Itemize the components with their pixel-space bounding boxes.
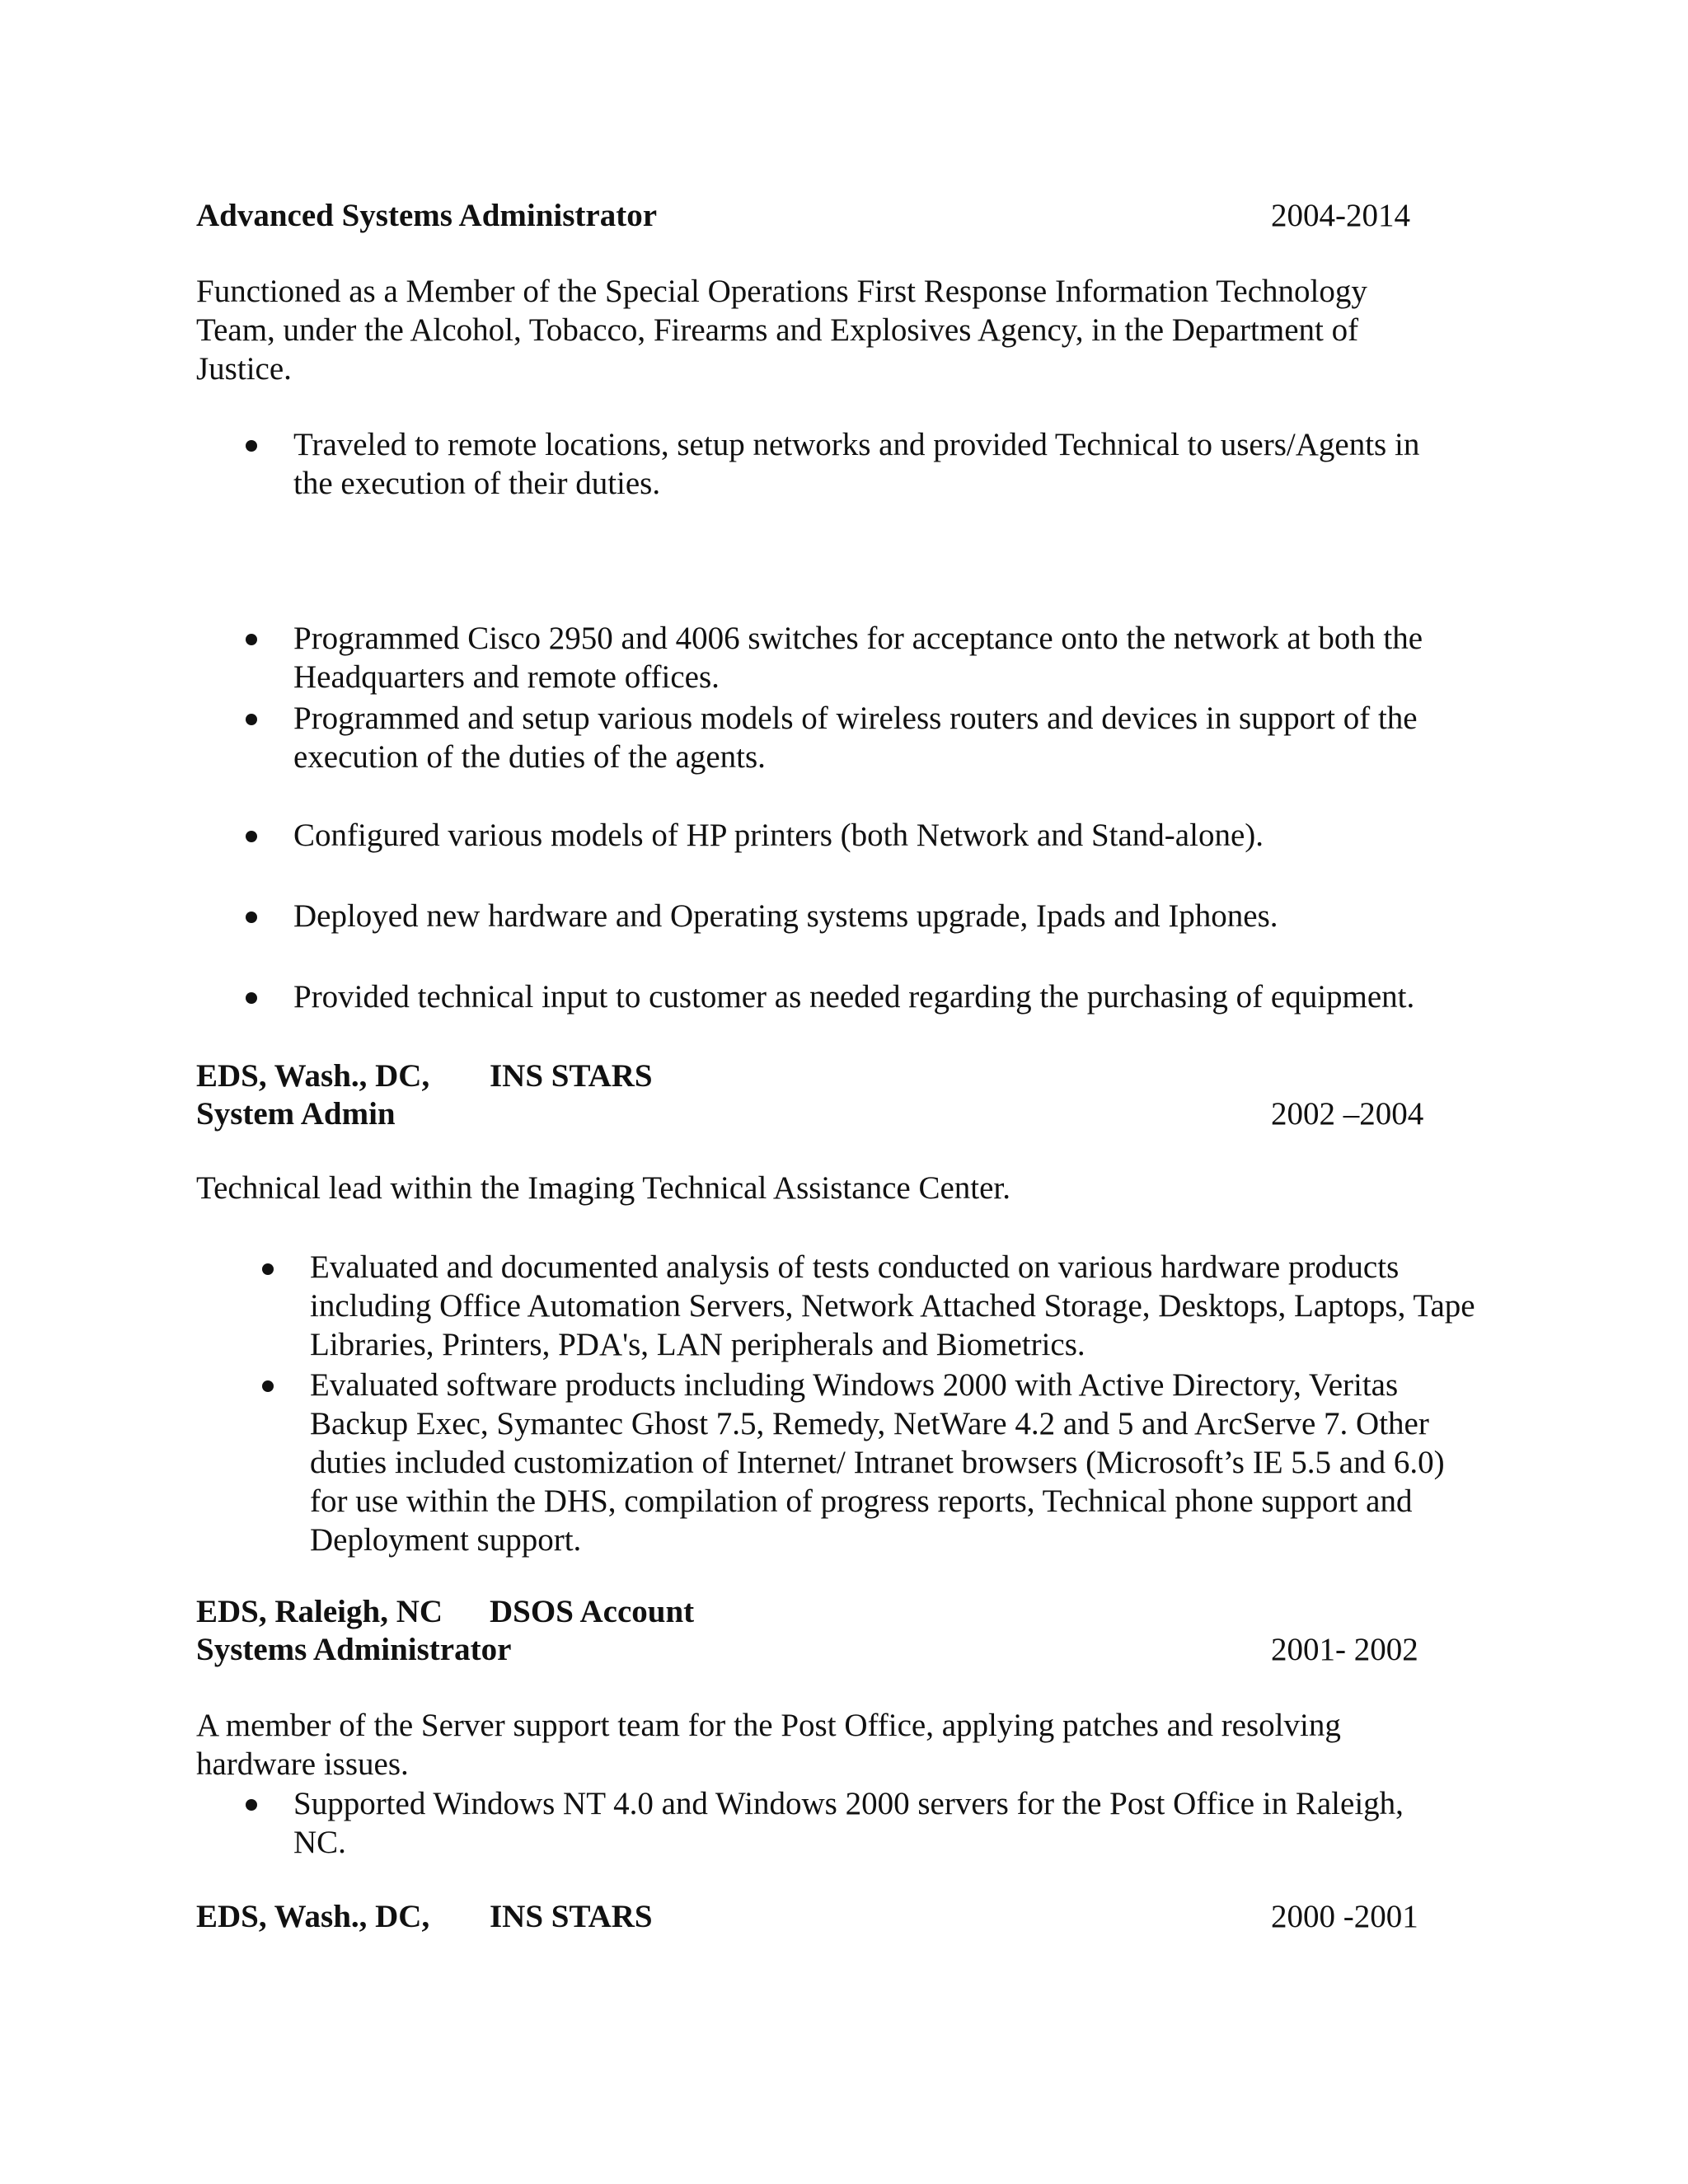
bullet-icon <box>246 1799 257 1811</box>
list-item: Evaluated software products including Windows 2000 with Active Directory, Veritas Backup Exec, Symantec Ghost 7.5, Remedy, NetWare 4.2 and 5 and ArcServe 7. Other duties included customization of Internet/ Intranet browsers (Microsoft’s IE 5.5 and 6.0) for use within the DHS, compilation of progress reports, Technical phone support and Deployment support. <box>310 1367 1445 1558</box>
bullet-icon <box>246 440 257 452</box>
job-title-systems-administrator: Systems Administrator <box>196 1632 512 1667</box>
job-title-advanced-sysadmin: Advanced Systems Administrator <box>196 198 658 233</box>
list-item: Evaluated and documented analysis of tests conducted on various hardware products including Office Automation Servers, Network Attached Storage, Desktops, Laptops, Tape Libraries, Printers, PDA's, LAN peripherals and Biometrics. <box>310 1249 1475 1362</box>
company-name: EDS, Wash., DC, <box>196 1058 430 1094</box>
job-dates: 2000 -2001 <box>1271 1899 1418 1934</box>
job-description: Technical lead within the Imaging Technical Assistance Center. <box>196 1170 1011 1206</box>
list-item: Supported Windows NT 4.0 and Windows 2000 servers for the Post Office in Raleigh, NC. <box>293 1786 1404 1860</box>
bullet-icon <box>246 992 257 1004</box>
company-name: EDS, Wash., DC, <box>196 1899 430 1934</box>
company-name: EDS, Raleigh, NC <box>196 1594 443 1629</box>
bullet-icon <box>246 912 257 923</box>
account-name: INS STARS <box>490 1058 653 1094</box>
job-description: A member of the Server support team for the Post Office, applying patches and resolving hardware issues. <box>196 1708 1341 1782</box>
account-name: DSOS Account <box>490 1594 695 1629</box>
job-dates: 2001- 2002 <box>1271 1632 1418 1667</box>
bullet-icon <box>246 634 257 645</box>
job-title-system-admin: System Admin <box>196 1096 396 1132</box>
bullet-icon <box>246 714 257 725</box>
list-item: Deployed new hardware and Operating systems upgrade, Ipads and Iphones. <box>293 898 1278 934</box>
bullet-icon <box>262 1380 274 1392</box>
list-item: Provided technical input to customer as needed regarding the purchasing of equipment. <box>293 979 1415 1015</box>
list-item: Programmed and setup various models of wireless routers and devices in support of the execution of the duties of the agents. <box>293 701 1418 775</box>
job-description: Functioned as a Member of the Special Operations First Response Information Technology Team, under the Alcohol, Tobacco, Firearms and Explosives Agency, in the Department of Justice. <box>196 274 1367 387</box>
list-item: Programmed Cisco 2950 and 4006 switches for acceptance onto the network at both the Headquarters and remote offices. <box>293 621 1423 695</box>
bullet-icon <box>262 1263 274 1275</box>
account-name: INS STARS <box>490 1899 653 1934</box>
job-dates: 2002 –2004 <box>1271 1096 1424 1132</box>
bullet-icon <box>246 831 257 842</box>
list-item: Traveled to remote locations, setup networks and provided Technical to users/Agents in the execution of their duties. <box>293 427 1420 501</box>
list-item: Configured various models of HP printers (both Network and Stand-alone). <box>293 818 1264 853</box>
job-dates: 2004-2014 <box>1271 198 1410 233</box>
